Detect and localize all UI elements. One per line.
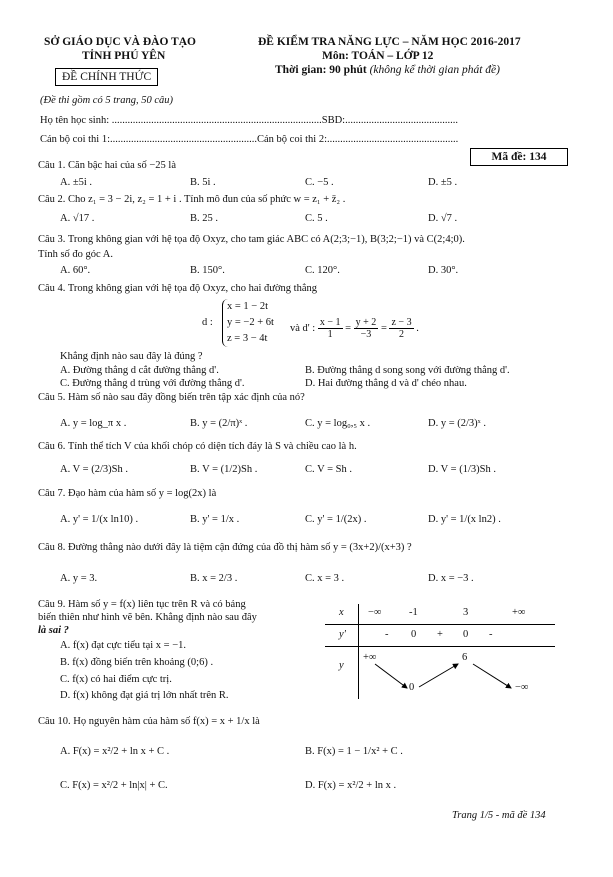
q4-option-b[interactable]: B. Đường thẳng d song song với đường thẳng d'. xyxy=(305,365,510,376)
q4-frac-z xyxy=(389,317,413,340)
page-footer: Trang 1/5 - mã đề 134 xyxy=(452,810,546,821)
q4-eq-y: y = −2 + 6t xyxy=(227,317,274,328)
q4-question: Khẳng định nào sau đây là đúng ? xyxy=(60,351,203,362)
q4-stem: Câu 4. Trong không gian với hệ tọa độ Oxyz, cho hai đường thẳng xyxy=(38,283,317,294)
q8-option-c[interactable]: C. x = 3 . xyxy=(305,573,345,584)
subject: Môn: TOÁN – LỚP 12 xyxy=(322,50,434,62)
q1-option-b[interactable]: B. 5i . xyxy=(190,177,216,188)
q10-option-b[interactable]: B. F(x) = 1 − 1/x² + C . xyxy=(305,746,403,757)
q6-option-b[interactable]: B. V = (1/2)Sh . xyxy=(190,464,258,475)
q9-option-a[interactable]: A. f(x) đạt cực tiểu tại x = −1. xyxy=(60,640,186,651)
q8-option-a[interactable]: A. y = 3. xyxy=(60,573,98,584)
table-y-min: 0 xyxy=(409,682,415,693)
q9-option-c[interactable]: C. f(x) có hai điểm cực trị. xyxy=(60,674,172,685)
q7-stem: Câu 7. Đạo hàm của hàm số y = log(2x) là xyxy=(38,488,217,499)
q4-dprime: và d' : $\frac{x - 1}{1}$ = $\frac{y + 2}{-3}$ = $\frac{z - 3}{2}$ . xyxy=(290,317,419,340)
q4-frac-y-den: −3 xyxy=(360,329,372,340)
q10-stem: Câu 10. Họ nguyên hàm của hàm số f(x) = x + 1/x là xyxy=(38,716,260,727)
q7-option-c[interactable]: C. y' = 1/(2x) . xyxy=(305,514,367,525)
q4-frac-x xyxy=(318,317,343,340)
q5-option-c[interactable]: C. y = log₀,₅ x . xyxy=(305,418,371,429)
q9-stem-3: là sai ? xyxy=(38,625,69,636)
q9-stem-1: Câu 9. Hàm số y = f(x) liên tục trên R và có bảng xyxy=(38,599,246,610)
q3-option-a[interactable]: A. 60°. xyxy=(60,265,91,276)
q7-option-d[interactable]: D. y' = 1/(x ln2) . xyxy=(428,514,501,525)
q10-option-c[interactable]: C. F(x) = x²/2 + ln|x| + C. xyxy=(60,780,168,791)
q9-option-d[interactable]: D. f(x) không đạt giá trị lớn nhất trên R. xyxy=(60,690,229,701)
pages-note: (Đề thi gồm có 5 trang, 50 câu) xyxy=(40,95,173,106)
q4-frac-x-den: 1 xyxy=(327,329,333,340)
table-x-3: 3 xyxy=(463,607,469,618)
q5-option-b[interactable]: B. y = (2/π)ˣ . xyxy=(190,418,248,429)
q6-option-d[interactable]: D. V = (1/3)Sh . xyxy=(428,464,496,475)
time-line xyxy=(275,64,500,76)
q3-option-c[interactable]: C. 120°. xyxy=(305,265,340,276)
official-stamp: ĐỀ CHÍNH THỨC xyxy=(55,68,158,86)
q2-option-a[interactable]: A. √17 . xyxy=(60,213,95,224)
q4-and: và d' : xyxy=(290,322,316,334)
q7-option-b[interactable]: B. y' = 1/x . xyxy=(190,514,240,525)
q10-option-d[interactable]: D. F(x) = x²/2 + ln x . xyxy=(305,780,397,791)
time-note: (không kể thời gian phát đề) xyxy=(369,64,500,76)
arrow-decrease-1 xyxy=(375,664,407,688)
exam-code: Mã đề: 134 xyxy=(470,148,568,166)
table-x-minus1: -1 xyxy=(409,607,418,618)
department-line1: SỞ GIÁO DỤC VÀ ĐÀO TẠO xyxy=(44,36,196,48)
table-sign-2: + xyxy=(437,629,443,640)
department-line2: TỈNH PHÚ YÊN xyxy=(82,50,166,62)
q1-option-c[interactable]: C. −5 . xyxy=(305,177,334,188)
q3-stem: Câu 3. Trong không gian với hệ tọa độ Oxyz, cho tam giác ABC có A(2;3;−1), B(3;2;−1) và C(2;4;0). xyxy=(38,234,465,245)
q3-stem-2: Tính số đo góc A. xyxy=(38,249,113,260)
q2-stem: Câu 2. Cho z₁ = 3 − 2i, z₂ = 1 + i . Tính mô đun của số phức w = z₁ + z̄₂ . xyxy=(38,194,346,205)
q8-option-b[interactable]: B. x = 2/3 . xyxy=(190,573,238,584)
q4-option-c[interactable]: C. Đường thẳng d trùng với đường thẳng d'. xyxy=(60,378,245,389)
q4-eq-z: z = 3 − 4t xyxy=(227,333,268,344)
table-sign-3: - xyxy=(489,629,493,640)
q6-stem: Câu 6. Tính thể tích V của khối chóp có diện tích đáy là S và chiều cao là h. xyxy=(38,441,357,452)
q4-frac-z-num: z − 3 xyxy=(391,317,412,328)
q2-option-b[interactable]: B. 25 . xyxy=(190,213,219,224)
q5-option-d[interactable]: D. y = (2/3)ˣ . xyxy=(428,418,486,429)
q7-option-a[interactable]: A. y' = 1/(x ln10) . xyxy=(60,514,139,525)
q3-option-d[interactable]: D. 30°. xyxy=(428,265,459,276)
q1-option-d[interactable]: D. ±5 . xyxy=(428,177,458,188)
q4-frac-y xyxy=(354,317,379,340)
arrow-increase xyxy=(419,664,458,687)
q4-frac-y-num: y + 2 xyxy=(355,317,377,328)
q4-frac-z-den: 2 xyxy=(399,329,405,340)
proctor-line: Cán bộ coi thi 1:........................................................Cán bộ coi thi 2:.................................................. xyxy=(40,134,459,145)
table-y-label: y xyxy=(339,660,344,671)
table-sign-1: - xyxy=(385,629,389,640)
table-x-label: x xyxy=(339,607,344,618)
exam-title: ĐỀ KIỂM TRA NĂNG LỰC – NĂM HỌC 2016-2017 xyxy=(258,36,521,48)
q6-option-c[interactable]: C. V = Sh . xyxy=(305,464,352,475)
q8-option-d[interactable]: D. x = −3 . xyxy=(428,573,474,584)
table-y-max: 6 xyxy=(462,652,468,663)
table-x-neg-inf: −∞ xyxy=(368,607,382,618)
table-y-neg-inf: −∞ xyxy=(515,682,529,693)
q3-option-b[interactable]: B. 150°. xyxy=(190,265,225,276)
q2-option-d[interactable]: D. √7 . xyxy=(428,213,458,224)
time-label: Thời gian: 90 phút xyxy=(275,64,367,76)
table-zero-1: 0 xyxy=(411,629,417,640)
q8-stem: Câu 8. Đường thẳng nào dưới đây là tiệm cận đứng của đồ thị hàm số y = (3x+2)/(x+3) ? xyxy=(38,542,412,553)
q4-line-d-system xyxy=(222,299,274,347)
q4-option-d[interactable]: D. Hai đường thẳng d và d' chéo nhau. xyxy=(305,378,467,389)
q10-option-a[interactable]: A. F(x) = x²/2 + ln x + C . xyxy=(60,746,170,757)
table-zero-2: 0 xyxy=(463,629,469,640)
table-x-pos-inf: +∞ xyxy=(512,607,526,618)
q5-option-a[interactable]: A. y = log_π x . xyxy=(60,418,127,429)
table-arrows xyxy=(325,604,555,699)
q4-frac-x-num: x − 1 xyxy=(319,317,341,328)
student-name-line: Họ tên học sinh: ................................................................................SBD:........................................... xyxy=(40,115,458,126)
q9-option-b[interactable]: B. f(x) đồng biến trên khoảng (0;6) . xyxy=(60,657,214,668)
q2-option-c[interactable]: C. 5 . xyxy=(305,213,328,224)
q9-stem-2: biến thiên như hình vẽ bên. Khẳng định nào sau đây xyxy=(38,612,257,623)
q1-stem: Câu 1. Căn bậc hai của số −25 là xyxy=(38,160,177,171)
q5-stem: Câu 5. Hàm số nào sau đây đồng biến trên tập xác định của nó? xyxy=(38,392,305,403)
variation-table xyxy=(325,604,555,699)
q1-option-a[interactable]: A. ±5i . xyxy=(60,177,93,188)
q4-d-label: d : xyxy=(202,317,213,328)
q4-eq-x: x = 1 − 2t xyxy=(227,301,269,312)
q6-option-a[interactable]: A. V = (2/3)Sh . xyxy=(60,464,128,475)
arrow-decrease-2 xyxy=(473,664,511,688)
q4-option-a[interactable]: A. Đường thẳng d cắt đường thẳng d'. xyxy=(60,365,219,376)
table-y-pos-inf: +∞ xyxy=(363,652,377,663)
table-yprime-label: y' xyxy=(339,629,346,640)
